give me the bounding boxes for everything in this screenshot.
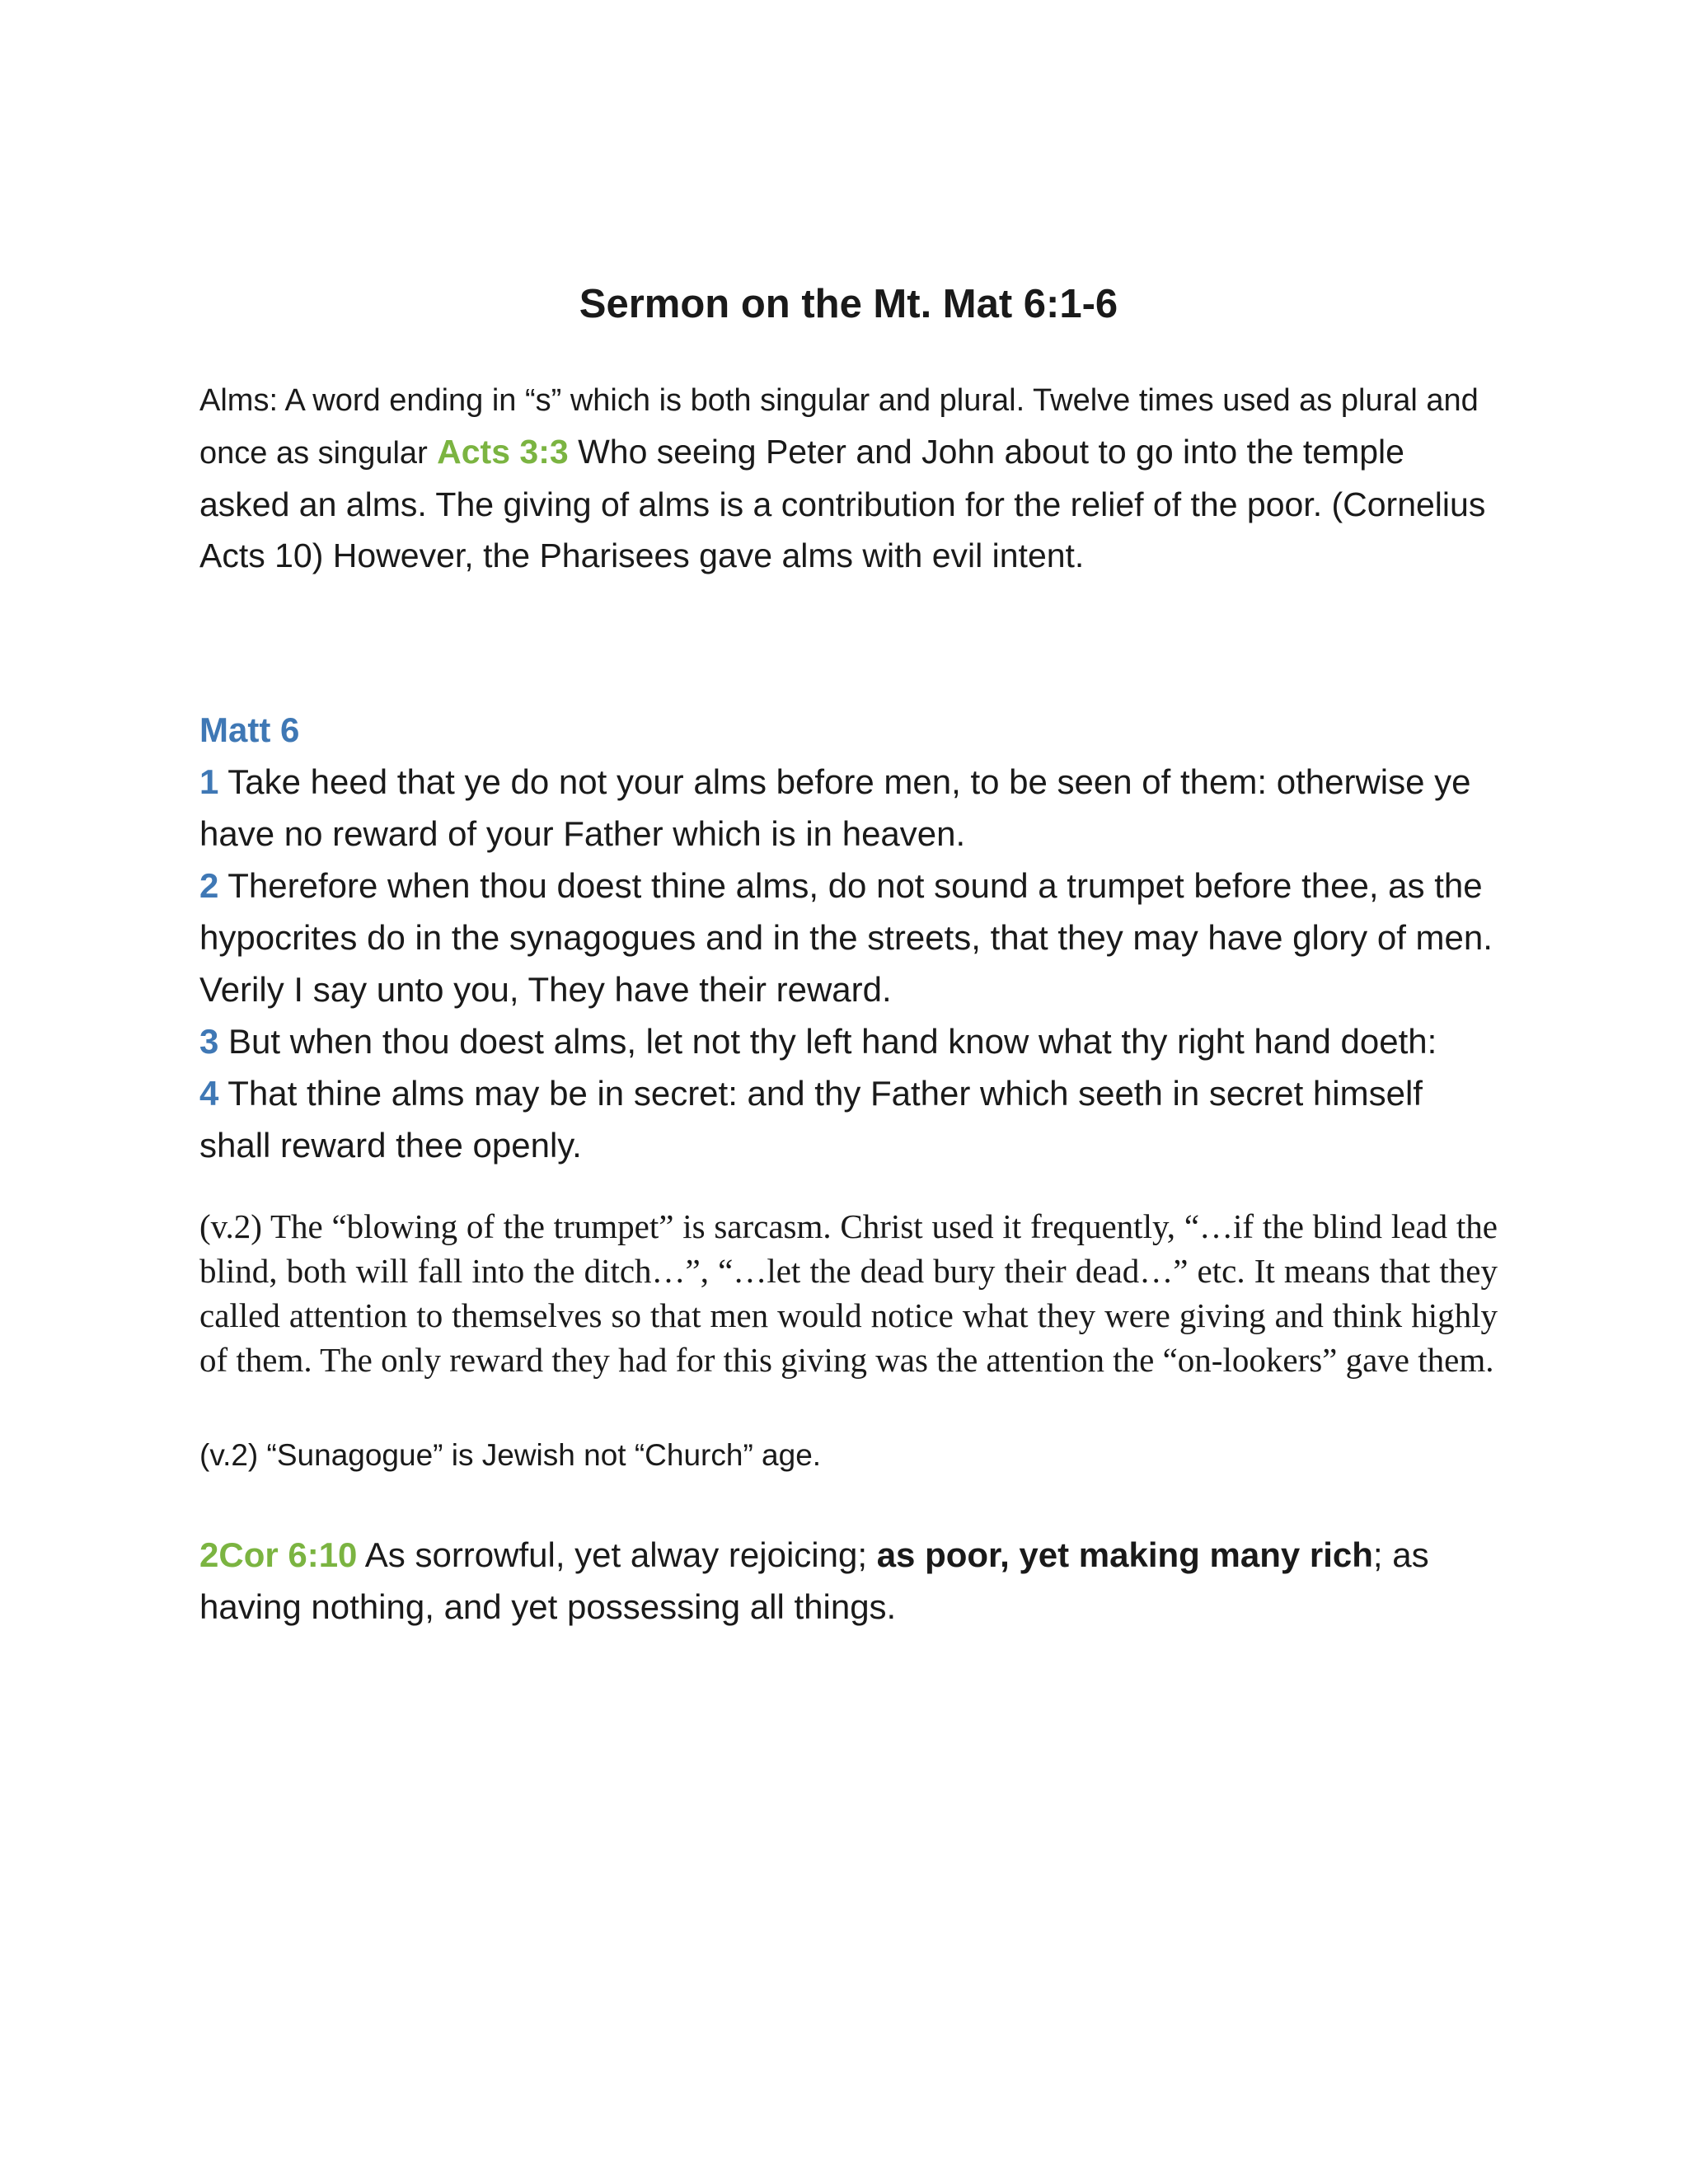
closing-verse [199, 1529, 1498, 1633]
verse-text: Take heed that ye do not your alms before men, to be seen of them: otherwise ye have no reward of your Father which is in heaven. [199, 762, 1471, 853]
verse-number: 1 [199, 762, 219, 801]
verse-number: 4 [199, 1073, 219, 1113]
acts-reference: Acts 3:3 [437, 432, 569, 471]
synagogue-note: (v.2) “Sunagogue” is Jewish not “Church” age. [199, 1437, 822, 1472]
verse-2 [199, 860, 1498, 1015]
page-title: Sermon on the Mt. Mat 6:1-6 [579, 282, 1118, 326]
verse-4 [199, 1067, 1498, 1171]
verse-number: 2 [199, 865, 219, 905]
verse-number: 3 [199, 1021, 219, 1061]
verse-3 [199, 1015, 1498, 1067]
verse-text: That thine alms may be in secret: and thy Father which seeth in secret himself shall reward thee openly. [199, 1073, 1423, 1165]
verse-1 [199, 756, 1498, 860]
verse-text: Therefore when thou doest thine alms, do not sound a trumpet before thee, as the hypocrites do in the synagogues and in the streets, that they may have glory of men. Verily I say unto you, They have their reward. [199, 865, 1493, 1009]
intro-text-1: Alms: A word ending in “s” which is both singular and plural. Twelve times used as plural and once as singular [199, 382, 1479, 471]
closing-bold-text: as poor, yet making many rich [876, 1535, 1373, 1574]
intro-text-2: Who seeing Peter and John about to go into the temple asked an alms. The giving of alms is a contribution for the relief of the poor. (Cornelius Acts 10) However, the Pharisees gave alms with evil intent. [199, 432, 1486, 574]
cor-reference: 2Cor 6:10 [199, 1535, 358, 1574]
trumpet-note: (v.2) The “blowing of the trumpet” is sarcasm. Christ used it frequently, “…if the blind lead the blind, both will fall into the ditch…”, “…let the dead bury their dead…” etc. It means that they called attention to themselves so that men would notice what they were giving and think highly of them. The only reward they had for this giving was the attention the “on-lookers” gave them. [199, 1207, 1498, 1379]
intro-paragraph [199, 373, 1498, 581]
verse-text: But when thou doest alms, let not thy left hand know what thy right hand doeth: [228, 1021, 1437, 1061]
closing-text-1: As sorrowful, yet alway rejoicing; [364, 1535, 868, 1574]
passage-heading: Matt 6 [199, 710, 300, 749]
closing-text-2: ; as having nothing, and yet possessing all things. [199, 1535, 1429, 1626]
document-page [199, 280, 1498, 1633]
